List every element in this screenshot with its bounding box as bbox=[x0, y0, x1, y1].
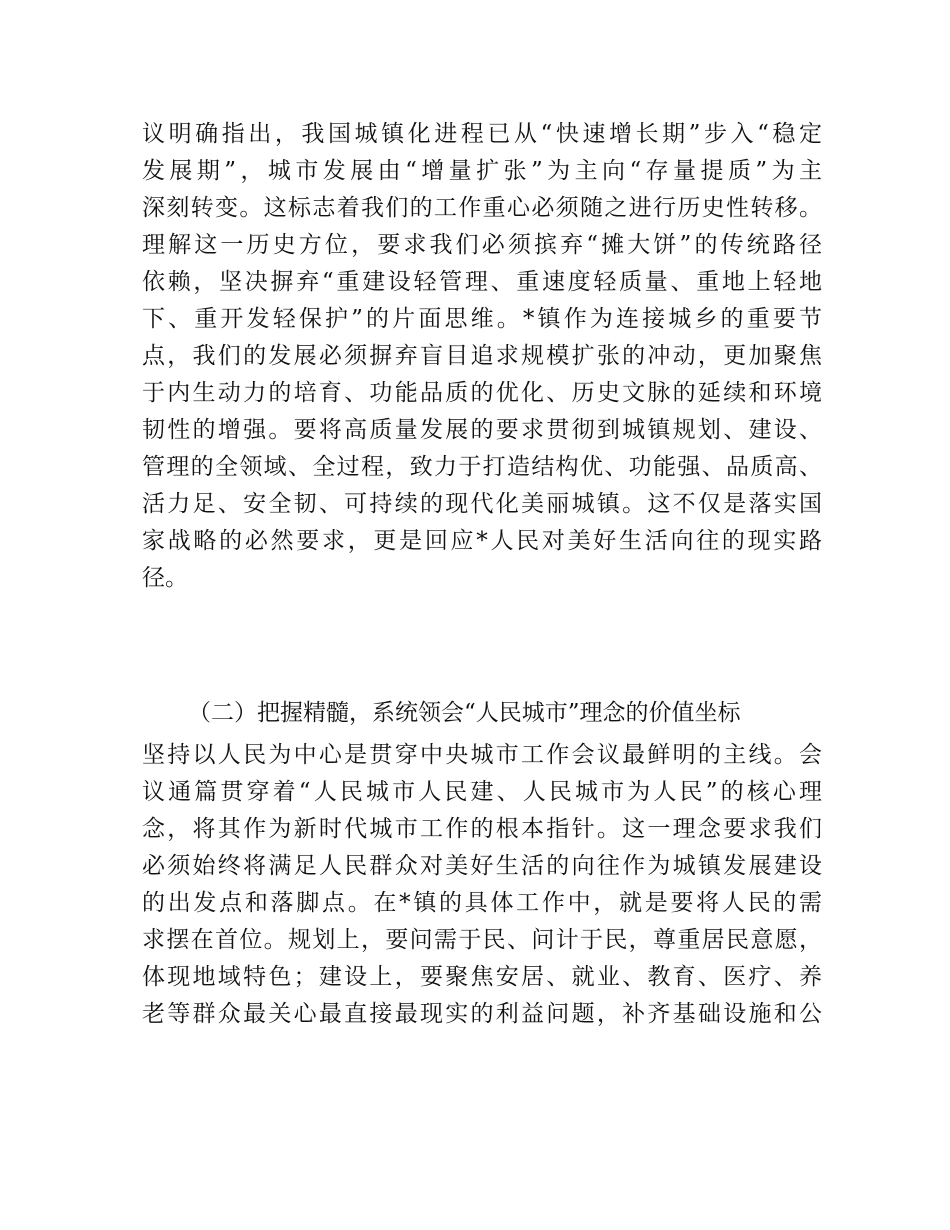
text-line: 于内生动力的培育、功能品质的优化、历史文脉的延续和环境 bbox=[142, 380, 822, 406]
text-line: 点，我们的发展必须摒弃盲目追求规模扩张的冲动，更加聚焦 bbox=[142, 343, 822, 369]
text-line: 求摆在首位。规划上，要问需于民、问计于民，尊重居民意愿， bbox=[142, 927, 822, 953]
text-line: 活力足、安全韧、可持续的现代化美丽城镇。这不仅是落实国 bbox=[142, 491, 822, 517]
text-line: 深刻转变。这标志着我们的工作重心必须随之进行历史性转移。 bbox=[142, 195, 822, 221]
text-line: 家战略的必然要求，更是回应*人民对美好生活向往的现实路 bbox=[142, 528, 822, 554]
text-line: 管理的全领域、全过程，致力于打造结构优、功能强、品质高、 bbox=[142, 454, 822, 480]
paragraph-1 bbox=[142, 116, 822, 597]
section-heading bbox=[142, 695, 822, 732]
paragraph-2 bbox=[142, 737, 822, 1033]
text-line: 老等群众最关心最直接最现实的利益问题，补齐基础设施和公 bbox=[142, 1001, 822, 1027]
text-line: 体现地域特色；建设上，要聚焦安居、就业、教育、医疗、养 bbox=[142, 964, 822, 990]
text-line: 理解这一历史方位，要求我们必须摈弃“摊大饼”的传统路径 bbox=[142, 232, 822, 258]
text-line: 议通篇贯穿着“人民城市人民建、人民城市为人民”的核心理 bbox=[142, 779, 822, 805]
text-line: 的出发点和落脚点。在*镇的具体工作中，就是要将人民的需 bbox=[142, 890, 822, 916]
text-line: 必须始终将满足人民群众对美好生活的向往作为城镇发展建设 bbox=[142, 853, 822, 879]
text-line: 依赖，坚决摒弃“重建设轻管理、重速度轻质量、重地上轻地 bbox=[142, 269, 822, 295]
text-line: 发展期”，城市发展由“增量扩张”为主向“存量提质”为主 bbox=[142, 158, 822, 184]
text-line: 念，将其作为新时代城市工作的根本指针。这一理念要求我们 bbox=[142, 816, 822, 842]
text-line: 下、重开发轻保护”的片面思维。*镇作为连接城乡的重要节 bbox=[142, 306, 822, 332]
heading-2: （二）把握精髓，系统领会“人民城市”理念的价值坐标 bbox=[188, 700, 741, 726]
text-line: 韧性的增强。要将高质量发展的要求贯彻到城镇规划、建设、 bbox=[142, 417, 822, 443]
text-line: 坚持以人民为中心是贯穿中央城市工作会议最鲜明的主线。会 bbox=[142, 742, 822, 768]
text-line: 议明确指出，我国城镇化进程已从“快速增长期”步入“稳定 bbox=[142, 121, 822, 147]
text-line: 径。 bbox=[142, 565, 188, 591]
